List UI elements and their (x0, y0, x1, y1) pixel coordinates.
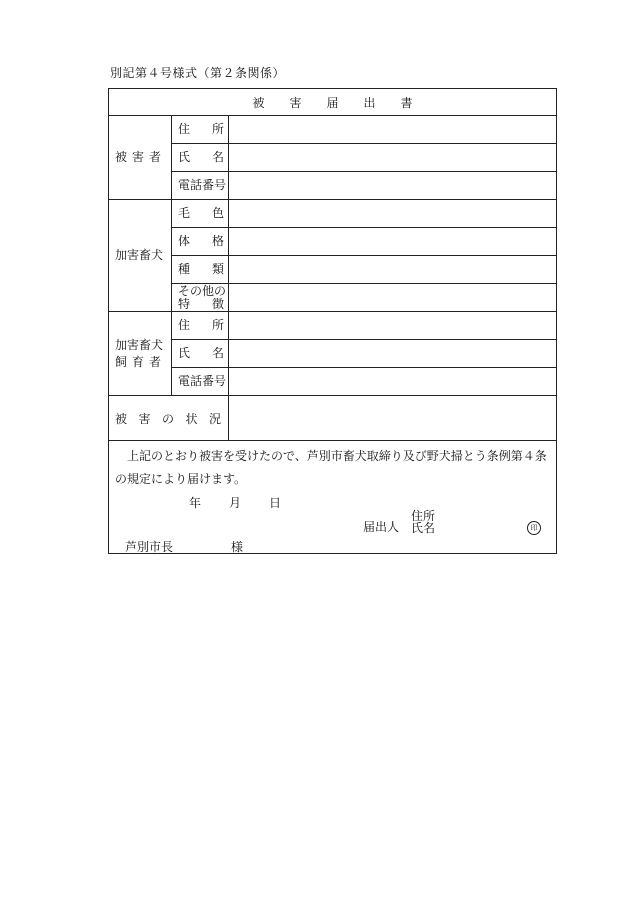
addressee (125, 538, 243, 555)
owner-address-label-cell (172, 312, 229, 340)
dog-build-label: 体格 (178, 234, 224, 248)
victim-address-field[interactable] (229, 116, 557, 144)
dog-coat-label: 毛色 (178, 206, 224, 220)
honorific: 様 (231, 540, 244, 554)
statement-cell (109, 441, 557, 554)
owner-name-label: 氏名 (178, 346, 224, 360)
form-title: 被害届出書 (252, 95, 413, 110)
dog-build-label-cell (172, 228, 229, 256)
mayor-label: 芦別市長 (125, 540, 174, 554)
dog-section (109, 200, 172, 312)
owner-section (109, 312, 172, 396)
date-month: 月 (229, 496, 242, 510)
victim-phone-field[interactable] (229, 172, 557, 200)
dog-breed-label: 種類 (178, 262, 224, 276)
dog-other-field[interactable] (229, 284, 557, 312)
victim-section (109, 116, 172, 200)
victim-name-label: 氏名 (178, 150, 224, 164)
date-day: 日 (269, 496, 282, 510)
owner-address-label: 住所 (178, 318, 224, 332)
victim-address-label: 住所 (178, 122, 224, 136)
dog-coat-field[interactable] (229, 200, 557, 228)
victim-section-label: 被害者 (115, 150, 161, 164)
status-field[interactable] (229, 396, 557, 441)
dog-breed-field[interactable] (229, 256, 557, 284)
owner-name-field[interactable] (229, 340, 557, 368)
owner-phone-field[interactable] (229, 368, 557, 396)
seal-mark: 印 (527, 521, 541, 535)
dog-coat-label-cell (172, 200, 229, 228)
statement-text: 上記のとおり被害を受けたので、芦別市畜犬取締り及び野犬掃とう条例第４条の規定により届けます。 (115, 449, 547, 486)
owner-section-label-line2: 飼育者 (115, 354, 161, 369)
dog-other-label-line2: 特徴 (178, 296, 224, 311)
victim-name-label-cell (172, 144, 229, 172)
victim-address-label-cell (172, 116, 229, 144)
victim-phone-label-cell (172, 172, 229, 200)
date-line (189, 494, 309, 511)
dog-other-label-cell (172, 284, 229, 312)
owner-section-label-line1: 加害畜犬 (115, 337, 164, 352)
form-title-cell (109, 89, 557, 116)
owner-name-label-cell (172, 340, 229, 368)
owner-address-field[interactable] (229, 312, 557, 340)
victim-name-field[interactable] (229, 144, 557, 172)
dog-other-label-line1: その他の (178, 283, 227, 298)
status-label-cell (109, 396, 229, 441)
submitter-address-name-labels (411, 510, 435, 534)
dog-section-label: 加害畜犬 (115, 248, 164, 262)
submitter-name-label: 氏名 (411, 521, 436, 535)
owner-phone-label: 電話番号 (178, 374, 227, 388)
victim-phone-label: 電話番号 (178, 178, 227, 192)
submitter-label: 届出人 (363, 520, 400, 534)
damage-report-form (108, 88, 557, 554)
dog-build-field[interactable] (229, 228, 557, 256)
date-year: 年 (189, 496, 202, 510)
submitter-address-label: 住所 (411, 509, 436, 523)
status-label: 被害の状況 (115, 411, 221, 426)
owner-phone-label-cell (172, 368, 229, 396)
form-heading: 別記第４号様式（第２条関係） (110, 66, 286, 80)
dog-breed-label-cell (172, 256, 229, 284)
